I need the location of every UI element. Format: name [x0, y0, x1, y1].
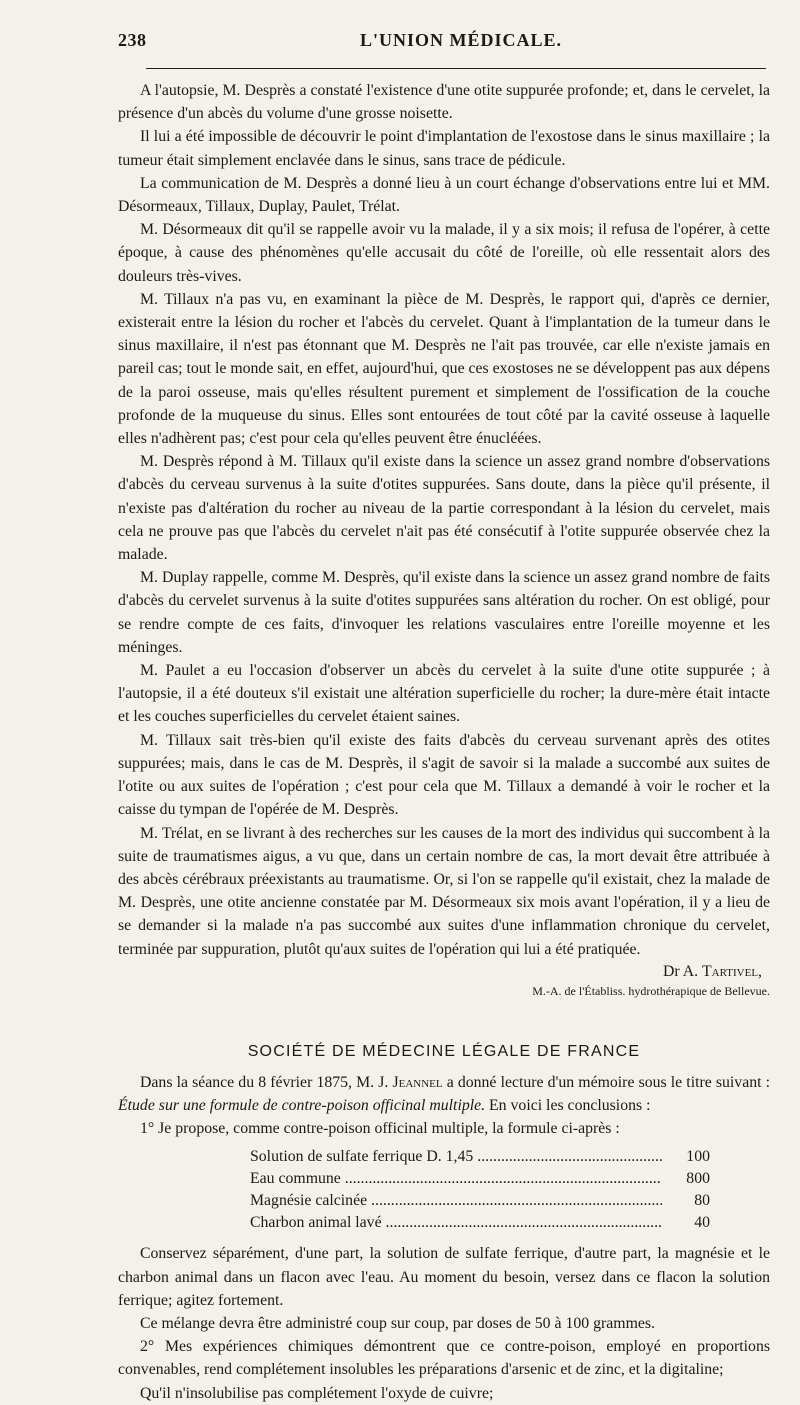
memoir-title: Étude sur une formule de contre-poison officinal multiple. [118, 1096, 486, 1114]
paragraph: M. Désormeaux dit qu'il se rappelle avoir vu la malade, il y a six mois; il refusa de l'opérer, à cette époque, à cause des phénomènes qu'elle accusait du côté de l'oreille, où elle ressentait alors des douleurs très-vives. [118, 221, 770, 285]
paragraph: M. Trélat, en se livrant à des recherches sur les causes de la mort des individus qui succombent à la suite de traumatismes aigus, a vu que, dans un certain nombre de cas, la mort devait être attribuée à des abcès cérébraux préexistants au traumatisme. Or, si l'on se rappelle qu'il existait, chez la malade de M. Desprès, une otite ancienne constatée par M. Désormeaux six mois avant l'opération, il y a lieu de se demander si la malade n'a pas succombé aux suites d'une inflammation chronique du cervelet, terminée par suppuration, plutôt qu'aux suites de l'opération qui lui a été pratiquée. [118, 824, 770, 958]
intro-text: En voici les conclusions : [485, 1096, 651, 1114]
paragraph: La communication de M. Desprès a donné lieu à un court échange d'observations entre lui et MM. Désormeaux, Tillaux, Duplay, Paulet, Trélat. [118, 174, 770, 216]
formula-row [250, 1168, 710, 1190]
author-affiliation: M.-A. de l'Établiss. hydrothérapique de Bellevue. [532, 983, 770, 998]
formula-ingredient: Solution de sulfate ferrique D. 1,45 ..... [250, 1146, 662, 1168]
header-rule [146, 68, 766, 69]
article-body [118, 79, 770, 961]
formula-row [250, 1190, 710, 1212]
formula-row [250, 1212, 710, 1234]
author-name: Jeannel [392, 1073, 443, 1091]
paragraph: 2° Mes expériences chimiques démontrent que ce contre-poison, employé en proportions convenables, rend complétement insolubles les préparations d'arsenic et de zinc, et la digitaline; [118, 1338, 770, 1379]
paragraph: M. Tillaux sait très-bien qu'il existe des faits d'abcès du cerveau survenant après des otites suppurées; mais, dans le cas de M. Desprès, il s'agit de savoir si la malade a succombé aux suites de l'otite ou aux suites de l'opération ; c'est pour cela que M. Tillaux a demandé à voir le rocher et la caisse du tympan de l'opérée de M. Desprès. [118, 731, 770, 819]
paragraph: M. Duplay rappelle, comme M. Desprès, qu'il existe dans la science un assez grand nombre de faits d'abcès du cervelet survenus à la suite d'otites suppurées sans altération du rocher. On est obligé, pour se rendre compte de ces faits, d'invoquer les relations vasculaires entre l'oreille moyenne et les méninges. [118, 569, 770, 656]
page-header [118, 30, 770, 60]
paragraph: A l'autopsie, M. Desprès a constaté l'existence d'une otite suppurée profonde; et, dans le cervelet, la présence d'un abcès du volume d'une grosse noisette. [118, 82, 770, 123]
running-head: L'UNION MÉDICALE. [360, 30, 563, 50]
paragraph: M. Paulet a eu l'occasion d'observer un abcès du cervelet à la suite d'une otite suppurée ; à l'autopsie, il a été douteux s'il existait une altération superficielle du rocher; la dure-mère était intacte et les couches superficielles du cervelet étaient saines. [118, 662, 770, 726]
formula-ingredient: Charbon animal lavé ..... [250, 1212, 662, 1234]
intro-text: a donné lecture d'un mémoire sous le titre suivant : [442, 1073, 770, 1091]
paragraph: Ce mélange devra être administré coup sur coup, par doses de 50 à 100 grammes. [140, 1314, 655, 1332]
paragraph: M. Tillaux n'a pas vu, en examinant la pièce de M. Desprès, le rapport qui, d'après ce dernier, existerait entre la lésion du rocher et l'abcès du cervelet. Quant à l'implantation de la tumeur dans le sinus maxillaire, il n'est pas étonnant que M. Desprès ne l'ait pas trouvée, car elle n'existe jamais en pareil cas; tout le monde sait, en effet, aujourd'hui, que ces exostoses ne se développent pas aux dépens de la paroi osseuse, mais qu'elles résultent purement et simplement de l'ossification de la couche profonde de la muqueuse du sinus. Elles sont entourées de tout côté par la cavité osseuse à laquelle elles n'adhèrent pas; c'est pour cela qu'elles peuvent être énucléées. [118, 290, 770, 448]
formula-quantity: 800 [686, 1170, 710, 1188]
paragraph: Qu'il n'insolubilise pas complétement l'oxyde de cuivre; [140, 1384, 494, 1402]
formula-quantity: 100 [686, 1148, 710, 1166]
section-body [118, 1071, 770, 1141]
author-signature [118, 961, 762, 983]
signature-prefix: Dr A. [662, 962, 703, 980]
formula-ingredient: Magnésie calcinée ..... [250, 1190, 662, 1212]
paragraph: Conservez séparément, d'une part, la solution de sulfate ferrique, d'autre part, la magnésie et le charbon animal dans un flacon avec l'eau. Au moment du besoin, versez dans ce flacon la solution ferrique; agitez fortement. [118, 1245, 770, 1309]
intro-text: Dans la séance du 8 février 1875, M. J. [140, 1073, 393, 1091]
paragraph: Il lui a été impossible de découvrir le point d'implantation de l'exostose dans le sinus maxillaire ; la tumeur était simplement enclavée dans le sinus, sans trace de pédicule. [118, 128, 770, 169]
formula-quantity: 80 [694, 1192, 710, 1210]
conclusion-point: 1° Je propose, comme contre-poison officinal multiple, la formule ci-après : [140, 1120, 620, 1138]
section-title: SOCIÉTÉ DE MÉDECINE LÉGALE DE FRANCE [247, 1042, 641, 1060]
formula-quantity: 40 [694, 1214, 710, 1232]
paragraph: M. Desprès répond à M. Tillaux qu'il existe dans la science un assez grand nombre d'observations d'abcès du cerveau survenus à la suite d'otites suppurées. Sans doute, dans la pièce qu'il présente, il n'existe pas d'altération du rocher au niveau de la partie correspondant à la lésion du cervelet, mais cela ne prouve pas que l'abcès du cervelet n'ait pas été consécutif à l'otite suppurée observée chez la malade. [118, 453, 770, 564]
formula-table [250, 1146, 710, 1234]
formula-ingredient: Eau commune ..... [250, 1168, 662, 1190]
section-intro [118, 1071, 770, 1117]
page-number: 238 [118, 30, 147, 50]
section-body-continued [118, 1242, 770, 1404]
formula-row [250, 1146, 710, 1168]
signature-name: Tartivel, [702, 962, 762, 980]
